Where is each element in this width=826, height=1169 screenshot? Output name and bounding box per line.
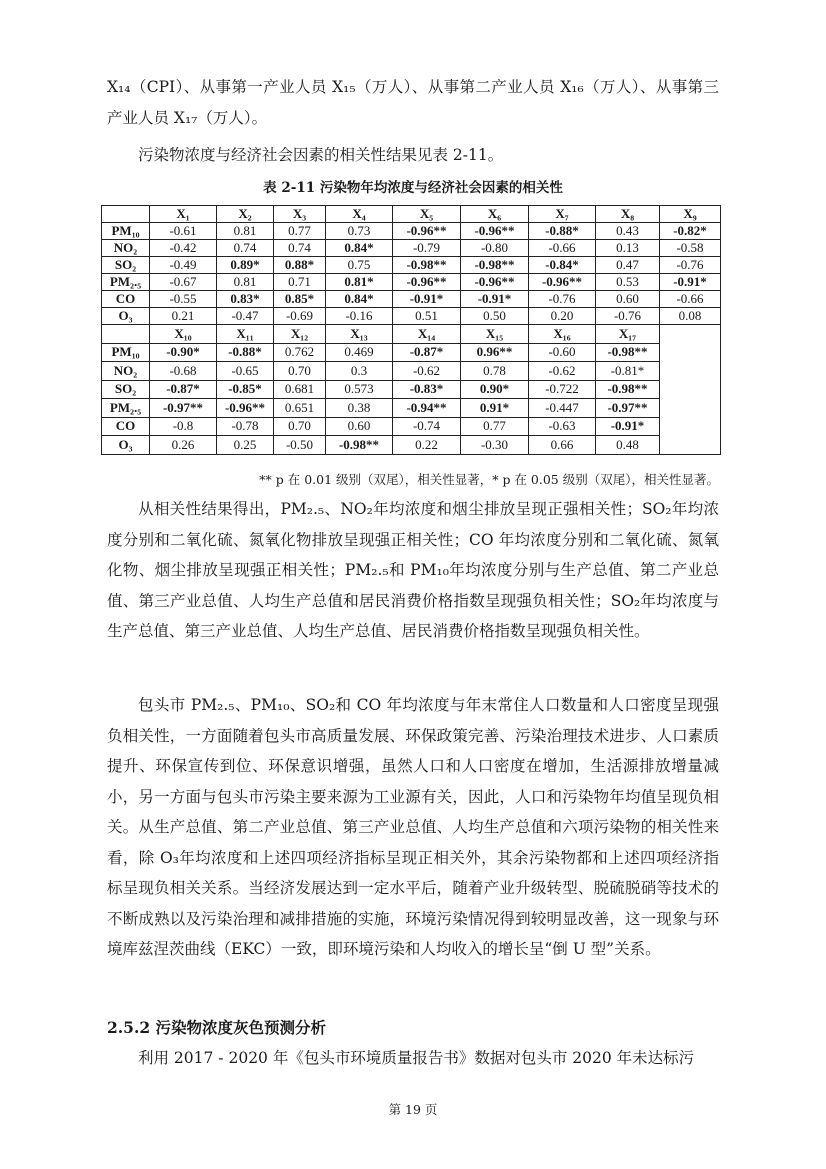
table-cell: -0.87* bbox=[393, 343, 461, 362]
table-cell: 0.651 bbox=[274, 399, 326, 418]
table-cell: 0.53 bbox=[596, 274, 660, 291]
table-cell: -0.50 bbox=[274, 436, 326, 455]
column-header: X₆ bbox=[461, 206, 529, 223]
column-header: X₉ bbox=[660, 206, 721, 223]
table-cell: 0.20 bbox=[529, 308, 596, 325]
table-cell: -0.8 bbox=[150, 417, 217, 436]
table-cell: 0.43 bbox=[596, 223, 660, 240]
table-cell: -0.76 bbox=[660, 257, 721, 274]
table-cell: -0.49 bbox=[150, 257, 217, 274]
table-cell: 0.51 bbox=[393, 308, 461, 325]
table-cell: 0.89* bbox=[217, 257, 274, 274]
table-cell: -0.447 bbox=[529, 399, 596, 418]
table-cell: -0.68 bbox=[150, 362, 217, 381]
table-cell: 0.90* bbox=[461, 380, 529, 399]
table-cell: -0.87* bbox=[150, 380, 217, 399]
table-cell: -0.98** bbox=[326, 436, 393, 455]
table-cell: 0.26 bbox=[150, 436, 217, 455]
table-row bbox=[102, 362, 721, 381]
table-cell: -0.98** bbox=[461, 257, 529, 274]
table-cell: -0.62 bbox=[393, 362, 461, 381]
table-cell: 0.85* bbox=[274, 291, 326, 308]
row-label: CO bbox=[102, 417, 150, 436]
table-cell: -0.96** bbox=[393, 274, 461, 291]
table-cell: -0.96** bbox=[393, 223, 461, 240]
table-cell: -0.96** bbox=[217, 399, 274, 418]
table-cell: -0.47 bbox=[217, 308, 274, 325]
row-label: PM₂.₅ bbox=[102, 399, 150, 418]
row-label: NO₂ bbox=[102, 240, 150, 257]
column-header: X₂ bbox=[217, 206, 274, 223]
column-header: X₅ bbox=[393, 206, 461, 223]
table-cell: -0.74 bbox=[393, 417, 461, 436]
header-row bbox=[102, 325, 721, 344]
table-cell: -0.96** bbox=[529, 274, 596, 291]
column-header: X₁₅ bbox=[461, 325, 529, 344]
table-cell: 0.08 bbox=[660, 308, 721, 325]
table-row bbox=[102, 240, 721, 257]
table-cell: -0.55 bbox=[150, 291, 217, 308]
column-header: X₁₁ bbox=[217, 325, 274, 344]
table-cell: -0.88* bbox=[217, 343, 274, 362]
table-row bbox=[102, 308, 721, 325]
table-cell: 0.25 bbox=[217, 436, 274, 455]
table-cell: 0.70 bbox=[274, 362, 326, 381]
column-header: X₃ bbox=[274, 206, 326, 223]
table-cell: -0.98** bbox=[596, 380, 660, 399]
table-block-2 bbox=[102, 325, 721, 455]
column-header: X₁₆ bbox=[529, 325, 596, 344]
empty-cell bbox=[660, 325, 721, 455]
analysis-paragraph-1: 从相关性结果得出，PM₂.₅、NO₂年均浓度和烟尘排放呈现正强相关性；SO₂年均浓度分别和二氧化硫、氮氧化物排放呈现强正相关性；CO 年均浓度分别和二氧化硫、氮氧化物、烟尘排放呈现强正相关性；PM₂.₅和 PM₁₀年均浓度分别与生产总值、第二产业总值、第三产业总值、人均生产总值和居民消费价格指数呈现强负相关性；SO₂年均浓度与生产总值、第三产业总值、人均生产总值、居民消费价格指数呈现强负相关性。 bbox=[107, 500, 719, 640]
table-cell: -0.67 bbox=[150, 274, 217, 291]
table-row bbox=[102, 380, 721, 399]
table-cell: 0.81* bbox=[326, 274, 393, 291]
table-cell: 0.50 bbox=[461, 308, 529, 325]
analysis-paragraph-2: 包头市 PM₂.₅、PM₁₀、SO₂和 CO 年均浓度与年末常住人口数量和人口密度呈现强负相关性，一方面随着包头市高质量发展、环保政策完善、污染治理技术进步、人口素质提升、环保宣传到位、环保意识增强，虽然人口和人口密度在增加，生活源排放增量减小，另一方面与包头市污染主要来源为工业源有关，因此，人口和污染物年均值呈现负相关。从生产总值、第二产业总值、第三产业总值、人均生产总值和六项污染物的相关性来看，除 O₃年均浓度和上述四项经济指标呈现正相关外，其余污染物都和上述四项经济指标呈现负相关关系。当经济发展达到一定水平后，随着产业升级转型、脱硫脱硝等技术的不断成熟以及污染治理和减排措施的实施，环境污染情况得到较明显改善，这一现象与环境库兹涅茨曲线（EKC）一致，即环境污染和人均收入的增长呈“倒 U 型”关系。 bbox=[107, 696, 719, 958]
table-cell: 0.47 bbox=[596, 257, 660, 274]
table-cell: -0.76 bbox=[529, 291, 596, 308]
section-heading: 2.5.2 污染物浓度灰色预测分析 bbox=[107, 1018, 327, 1037]
table-cell: 0.84* bbox=[326, 240, 393, 257]
table-cell: -0.85* bbox=[217, 380, 274, 399]
table-cell: -0.98** bbox=[596, 343, 660, 362]
table-row bbox=[102, 257, 721, 274]
column-header: X₁₃ bbox=[326, 325, 393, 344]
table-cell: 0.762 bbox=[274, 343, 326, 362]
table-cell: -0.88* bbox=[529, 223, 596, 240]
column-header: X₁₄ bbox=[393, 325, 461, 344]
table-reference-paragraph: 污染物浓度与经济社会因素的相关性结果见表 2-11。 bbox=[138, 146, 504, 164]
table-cell: -0.91* bbox=[660, 274, 721, 291]
table-cell: 0.21 bbox=[150, 308, 217, 325]
row-label: SO₂ bbox=[102, 257, 150, 274]
table-cell: -0.69 bbox=[274, 308, 326, 325]
correlation-table bbox=[101, 205, 721, 455]
column-header: X₄ bbox=[326, 206, 393, 223]
table-cell: -0.60 bbox=[529, 343, 596, 362]
table-cell: -0.30 bbox=[461, 436, 529, 455]
table-cell: -0.97** bbox=[596, 399, 660, 418]
table-cell: -0.76 bbox=[596, 308, 660, 325]
table-footnote: ** p 在 0.01 级别（双尾），相关性显著，* p 在 0.05 级别（双尾），相关性显著。 bbox=[259, 472, 719, 487]
table-cell: -0.91* bbox=[596, 417, 660, 436]
table-cell: -0.91* bbox=[461, 291, 529, 308]
table-cell: -0.82* bbox=[660, 223, 721, 240]
table-cell: -0.61 bbox=[150, 223, 217, 240]
table-cell: 0.22 bbox=[393, 436, 461, 455]
table-cell: 0.96** bbox=[461, 343, 529, 362]
table-cell: -0.78 bbox=[217, 417, 274, 436]
table-row bbox=[102, 436, 721, 455]
row-label: PM₁₀ bbox=[102, 223, 150, 240]
table-cell: 0.3 bbox=[326, 362, 393, 381]
table-cell: -0.96** bbox=[461, 274, 529, 291]
table-cell: -0.65 bbox=[217, 362, 274, 381]
table-cell: 0.573 bbox=[326, 380, 393, 399]
table-cell: 0.73 bbox=[326, 223, 393, 240]
table-cell: 0.681 bbox=[274, 380, 326, 399]
table-cell: -0.58 bbox=[660, 240, 721, 257]
row-label: PM₁₀ bbox=[102, 343, 150, 362]
column-header: X₁₇ bbox=[596, 325, 660, 344]
table-cell: 0.74 bbox=[217, 240, 274, 257]
table-cell: 0.77 bbox=[461, 417, 529, 436]
table-cell: 0.74 bbox=[274, 240, 326, 257]
column-header: X₈ bbox=[596, 206, 660, 223]
table-cell: 0.71 bbox=[274, 274, 326, 291]
table-cell: 0.91* bbox=[461, 399, 529, 418]
table-cell: 0.78 bbox=[461, 362, 529, 381]
table-cell: 0.60 bbox=[326, 417, 393, 436]
table-cell: -0.42 bbox=[150, 240, 217, 257]
page-number: 第 19 页 bbox=[388, 1102, 438, 1117]
table-cell: 0.81 bbox=[217, 274, 274, 291]
table-cell: -0.63 bbox=[529, 417, 596, 436]
table-cell: -0.98** bbox=[393, 257, 461, 274]
table-cell: 0.81 bbox=[217, 223, 274, 240]
table-cell: -0.16 bbox=[326, 308, 393, 325]
row-label: SO₂ bbox=[102, 380, 150, 399]
column-header: X₁₂ bbox=[274, 325, 326, 344]
table-cell: 0.66 bbox=[529, 436, 596, 455]
column-header: X₁ bbox=[150, 206, 217, 223]
row-label: NO₂ bbox=[102, 362, 150, 381]
table-cell: 0.84* bbox=[326, 291, 393, 308]
corner-cell bbox=[102, 325, 150, 344]
table-cell: -0.96** bbox=[461, 223, 529, 240]
column-header: X₁₀ bbox=[150, 325, 217, 344]
table-cell: 0.469 bbox=[326, 343, 393, 362]
table-cell: -0.80 bbox=[461, 240, 529, 257]
table-cell: 0.70 bbox=[274, 417, 326, 436]
table-row bbox=[102, 223, 721, 240]
table-cell: -0.66 bbox=[660, 291, 721, 308]
table-cell: 0.77 bbox=[274, 223, 326, 240]
table-cell: -0.94** bbox=[393, 399, 461, 418]
table-cell: -0.83* bbox=[393, 380, 461, 399]
table-cell: -0.91* bbox=[393, 291, 461, 308]
table-row bbox=[102, 417, 721, 436]
table-cell: 0.88* bbox=[274, 257, 326, 274]
table-cell: 0.48 bbox=[596, 436, 660, 455]
table-cell: -0.90* bbox=[150, 343, 217, 362]
column-header: X₇ bbox=[529, 206, 596, 223]
table-row bbox=[102, 291, 721, 308]
table-cell: -0.81* bbox=[596, 362, 660, 381]
table-cell: 0.38 bbox=[326, 399, 393, 418]
table-row bbox=[102, 343, 721, 362]
section-paragraph: 利用 2017 - 2020 年《包头市环境质量报告书》数据对包头市 2020 年未达标污 bbox=[138, 1049, 695, 1067]
table-cell: -0.79 bbox=[393, 240, 461, 257]
row-label: O₃ bbox=[102, 436, 150, 455]
corner-cell bbox=[102, 206, 150, 223]
table-cell: -0.62 bbox=[529, 362, 596, 381]
table-cell: -0.97** bbox=[150, 399, 217, 418]
row-label: CO bbox=[102, 291, 150, 308]
table-caption: 表 2-11 污染物年均浓度与经济社会因素的相关性 bbox=[263, 180, 563, 196]
table-cell: -0.84* bbox=[529, 257, 596, 274]
table-row bbox=[102, 274, 721, 291]
table-row bbox=[102, 399, 721, 418]
header-row bbox=[102, 206, 721, 223]
table-cell: -0.722 bbox=[529, 380, 596, 399]
table-cell: -0.66 bbox=[529, 240, 596, 257]
table-block-1 bbox=[102, 206, 721, 325]
row-label: O₃ bbox=[102, 308, 150, 325]
intro-paragraph: X₁₄（CPI）、从事第一产业人员 X₁₅（万人）、从事第二产业人员 X₁₆（万人）、从事第三产业人员 X₁₇（万人）。 bbox=[107, 78, 719, 127]
table-cell: 0.60 bbox=[596, 291, 660, 308]
table-cell: 0.13 bbox=[596, 240, 660, 257]
row-label: PM₂.₅ bbox=[102, 274, 150, 291]
table-cell: 0.83* bbox=[217, 291, 274, 308]
table-cell: 0.75 bbox=[326, 257, 393, 274]
